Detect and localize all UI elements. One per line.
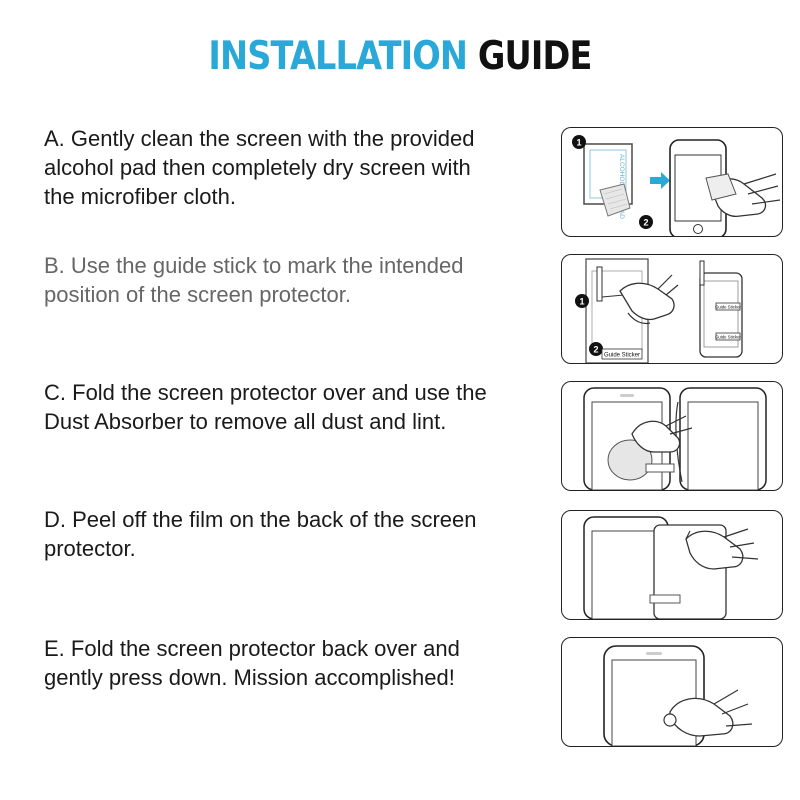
badge-1-icon — [572, 135, 586, 149]
title-installation: INSTALLATION — [208, 34, 468, 79]
step-letter: B. — [44, 253, 65, 278]
step-letter: E. — [44, 636, 65, 661]
title-guide: GUIDE — [477, 34, 592, 79]
svg-text:1: 1 — [579, 296, 585, 307]
svg-text:Guide Sticker: Guide Sticker — [715, 304, 741, 310]
hand-icon — [620, 275, 678, 324]
step-description: Gently clean the screen with the provided alcohol pad then completely dry screen with the microfiber cloth. — [44, 126, 475, 209]
step-d-text — [44, 505, 504, 563]
step-e-text — [44, 634, 504, 692]
page-title — [56, 34, 744, 79]
step-description: Peel off the film on the back of the screen protector. — [44, 507, 477, 561]
step-letter: D. — [44, 507, 66, 532]
svg-text:1: 1 — [576, 137, 582, 148]
step-letter: C. — [44, 380, 66, 405]
guide-sticker-bottom — [715, 333, 741, 340]
illustration-step-e — [561, 637, 783, 747]
svg-text:Guide Sticker: Guide Sticker — [603, 352, 641, 359]
guide-sticker-label — [602, 349, 642, 359]
step-description: Use the guide stick to mark the intended position of the screen protector. — [44, 253, 464, 307]
guide-stick-icon — [597, 267, 624, 301]
svg-text:Guide Sticker: Guide Sticker — [715, 334, 741, 340]
step-a-text — [44, 124, 504, 211]
svg-text:2: 2 — [643, 217, 649, 228]
step-description: Fold the screen protector back over and gently press down. Mission accomplished! — [44, 636, 460, 690]
illustration-step-b — [561, 254, 783, 364]
svg-text:2: 2 — [593, 344, 599, 355]
badge-2-icon — [639, 215, 653, 229]
badge-2-icon — [589, 342, 603, 356]
step-c-text — [44, 378, 504, 436]
badge-1-icon — [575, 294, 589, 308]
step-letter: A. — [44, 126, 65, 151]
illustration-step-a — [561, 127, 783, 237]
guide-sticker-top — [715, 303, 741, 310]
step-description: Fold the screen protector over and use the Dust Absorber to remove all dust and lint. — [44, 380, 487, 434]
step-b-text — [44, 251, 504, 309]
illustration-step-d — [561, 510, 783, 620]
illustration-step-c — [561, 381, 783, 491]
arrow-right-icon — [650, 172, 670, 189]
phone-icon — [676, 388, 766, 490]
